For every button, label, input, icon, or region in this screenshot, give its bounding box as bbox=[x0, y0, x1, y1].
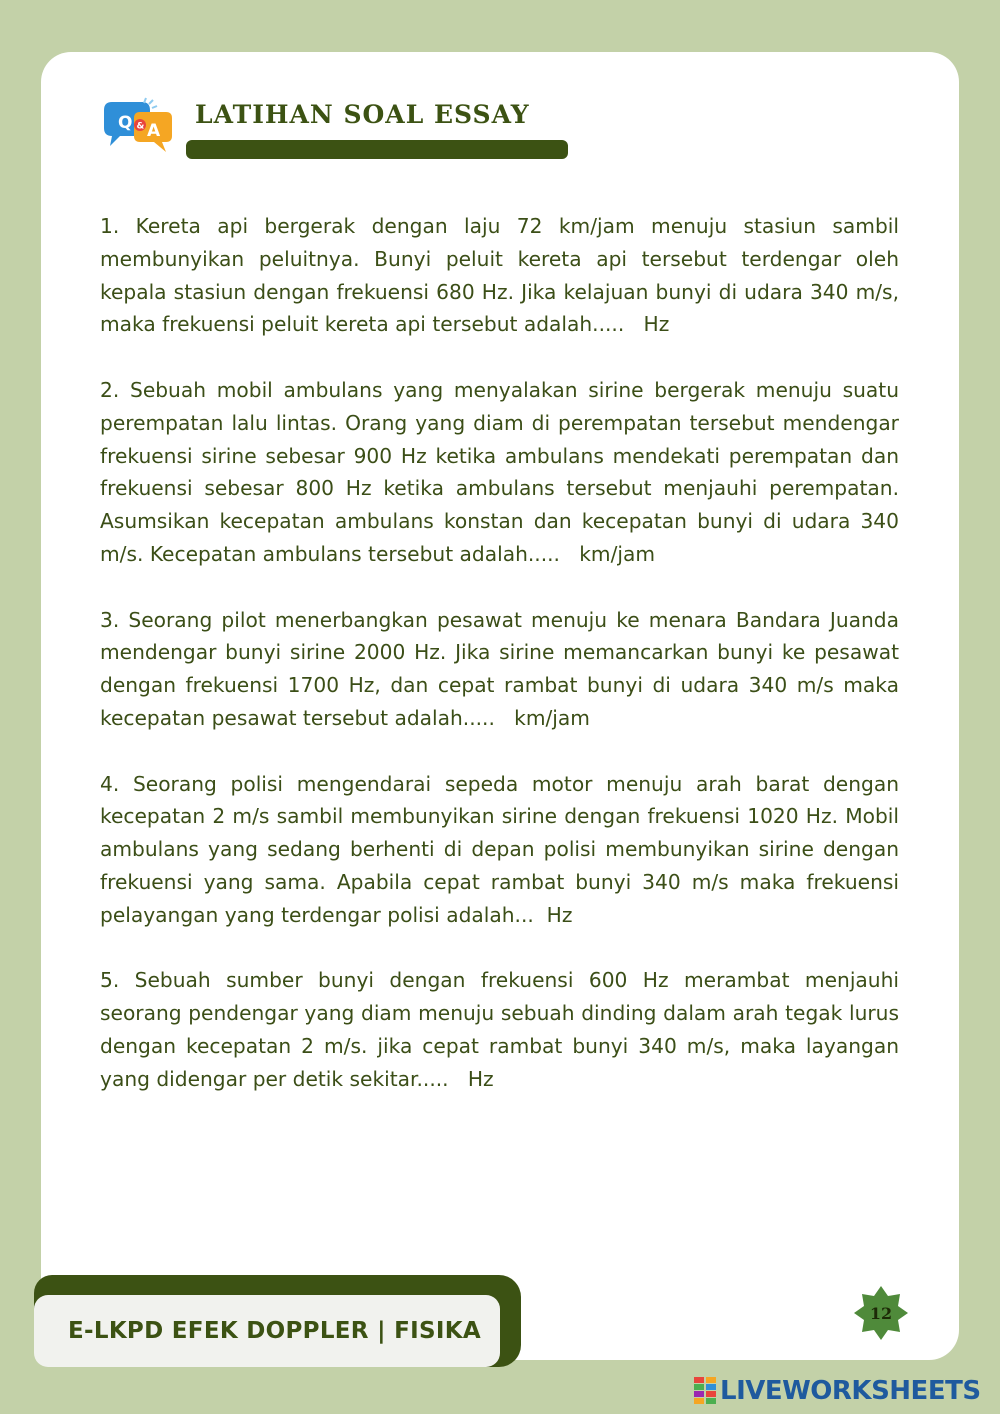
title-underline-bar bbox=[186, 140, 568, 159]
qa-chat-icon bbox=[96, 96, 180, 162]
question-text: 4. Seorang polisi mengendarai sepeda motor menuju arah barat dengan kecepatan 2 m/s sambil membunyikan sirine dengan frekuensi 1020 Hz. Mobil ambulans yang sedang berhenti di depan polisi membunyikan sirine dengan frekuensi yang sama. Apabila cepat rambat bunyi 340 m/s maka frekuensi pelayangan yang terdengar polisi adalah... bbox=[100, 771, 899, 927]
answer-unit: Hz bbox=[643, 312, 670, 337]
question-text: 1. Kereta api bergerak dengan laju 72 km/jam menuju stasiun sambil membunyikan peluitnya. Bunyi peluit kereta api tersebut terdengar oleh kepala stasiun dengan frekuensi 680 Hz. Jika kelajuan bunyi di udara 340 m/s, maka frekuensi peluit kereta api tersebut adalah..... bbox=[100, 214, 899, 337]
answer-blank[interactable] bbox=[449, 1067, 468, 1091]
question-4 bbox=[100, 768, 899, 932]
svg-text:Q: Q bbox=[118, 113, 133, 133]
question-text: 5. Sebuah sumber bunyi dengan frekuensi 600 Hz merambat menjauhi seorang pendengar yang diam menuju sebuah dinding dalam arah tegak lurus dengan kecepatan 2 m/s. jika cepat rambat bunyi 340 m/s, maka layangan yang didengar per detik sekitar..... bbox=[100, 968, 899, 1091]
question-1 bbox=[100, 210, 899, 341]
question-5 bbox=[100, 964, 899, 1095]
svg-text:A: A bbox=[147, 121, 161, 141]
footer-label: E-LKPD EFEK DOPPLER | FISIKA bbox=[34, 1295, 500, 1367]
liveworksheets-watermark bbox=[694, 1373, 981, 1409]
answer-unit: Hz bbox=[467, 1066, 494, 1091]
page-number: 12 bbox=[869, 1303, 893, 1323]
question-list bbox=[100, 210, 899, 1128]
question-text: 3. Seorang pilot menerbangkan pesawat menuju ke menara Bandara Juanda mendengar bunyi sirine 2000 Hz. Jika sirine memancarkan bunyi ke pesawat dengan frekuensi 1700 Hz, dan cepat rambat bunyi di udara 340 m/s maka kecepatan pesawat tersebut adalah..... bbox=[100, 607, 899, 730]
question-2 bbox=[100, 374, 899, 571]
answer-blank[interactable] bbox=[534, 903, 547, 927]
answer-blank[interactable] bbox=[495, 706, 514, 730]
page-title: LATIHAN SOAL ESSAY bbox=[195, 100, 530, 129]
answer-blank[interactable] bbox=[560, 542, 579, 566]
answer-blank[interactable] bbox=[624, 312, 643, 336]
question-text: 2. Sebuah mobil ambulans yang menyalakan sirine bergerak menuju suatu perempatan lalu lintas. Orang yang diam di perempatan tersebut mendengar frekuensi sirine sebesar 900 Hz ketika ambulans mendekati perempatan dan frekuensi sebesar 800 Hz ketika ambulans tersebut menjauhi perempatan. Asumsikan kecepatan ambulans konstan dan kecepatan bunyi di udara 340 m/s. Kecepatan ambulans tersebut adalah..... bbox=[100, 377, 899, 566]
liveworksheets-logo-icon bbox=[694, 1377, 716, 1405]
answer-unit: km/jam bbox=[579, 541, 656, 566]
liveworksheets-brand: LIVEWORKSHEETS bbox=[720, 1376, 981, 1406]
svg-text:&: & bbox=[136, 121, 145, 132]
answer-unit: km/jam bbox=[514, 705, 590, 730]
answer-unit: Hz bbox=[546, 902, 573, 927]
question-3 bbox=[100, 604, 899, 735]
